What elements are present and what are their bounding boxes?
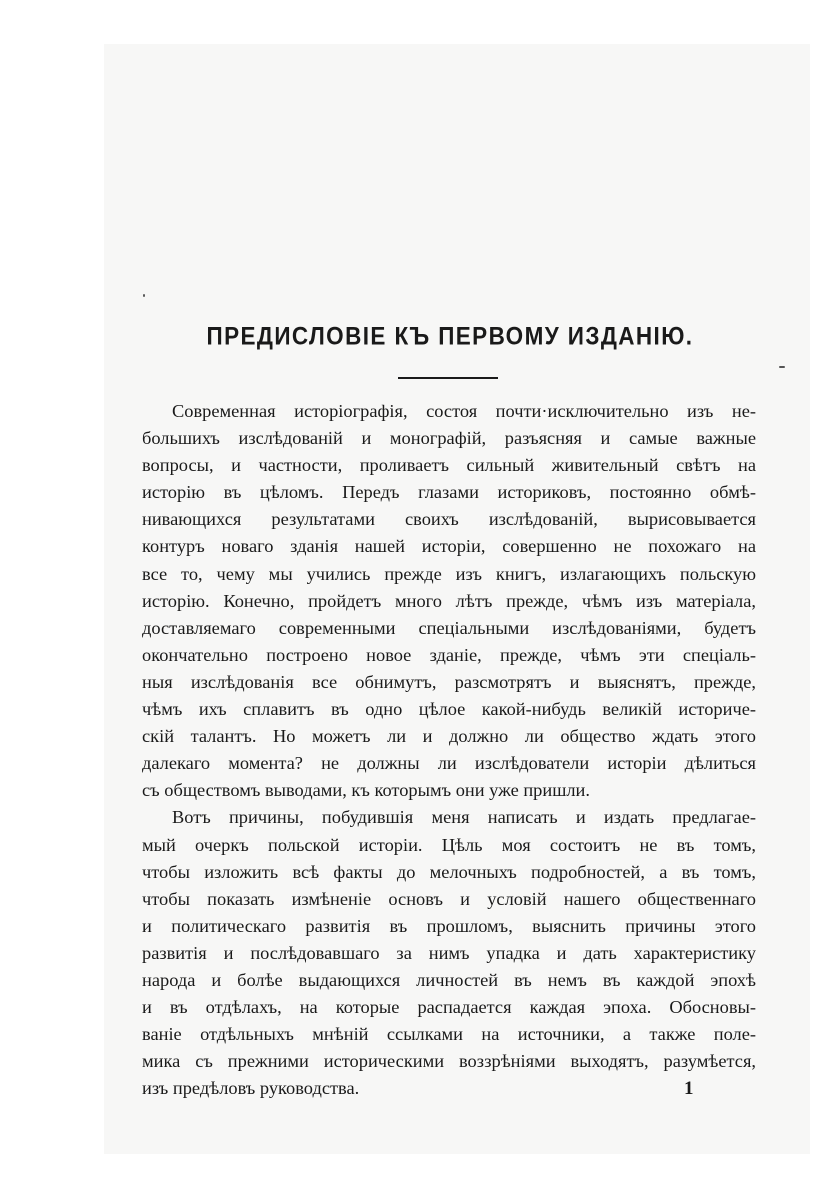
- page-number: 1: [684, 1078, 694, 1099]
- text-line: Современная исторіографія, состоя почти·исключительно изъ не-: [172, 401, 756, 421]
- text-line: чтобы изложить всѣ факты до мелочныхъ подробностей, а въ томъ,: [142, 861, 756, 882]
- text-line: мый очеркъ польской исторіи. Цѣль моя состоитъ не въ томъ,: [142, 834, 756, 855]
- text-line: нивающихся результатами своихъ изслѣдованій, вырисовывается: [142, 509, 756, 530]
- text-line: исторію. Конечно, пройдетъ много лѣтъ прежде, чѣмъ изъ матеріала,: [142, 590, 756, 611]
- heading-rule: [398, 377, 498, 379]
- text-line: скій талантъ. Но можетъ ли и должно ли общество ждать этого: [142, 726, 756, 747]
- text-line: изъ предѣловъ руководства.: [142, 1078, 360, 1099]
- text-line: все то, чему мы учились прежде изъ книгъ, излагающихъ польскую: [142, 563, 756, 584]
- scan-speck: [143, 294, 145, 297]
- text-line: народа и болѣе выдающихся личностей въ немъ въ каждой эпохѣ: [142, 969, 756, 990]
- text-line: контуръ новаго зданія нашей исторіи, совершенно не похожаго на: [142, 536, 756, 557]
- text-line: окончательно построено новое зданіе, прежде, чѣмъ эти спеціаль-: [142, 644, 756, 665]
- text-line: далекаго момента? не должны ли изслѣдователи исторіи дѣлиться: [142, 753, 756, 774]
- text-line: вопросы, и частности, проливаетъ сильный живительный свѣтъ на: [142, 455, 756, 476]
- text-line: и въ отдѣлахъ, на которые распадается каждая эпоха. Обосновы-: [142, 997, 756, 1018]
- text-line: развитія и послѣдовавшаго за нимъ упадка и дать характеристику: [142, 942, 756, 963]
- body-text: [142, 398, 756, 1102]
- text-line: доставляемаго современными спеціальными изслѣдованіями, будетъ: [142, 617, 756, 638]
- text-line: мика съ прежними историческими воззрѣніями выходятъ, разумѣется,: [142, 1051, 756, 1072]
- page-heading: ПРЕДИСЛОВІЕ КЪ ПЕРВОМУ ИЗДАНІЮ.: [206, 322, 694, 350]
- text-line: и политическаго развитія въ прошломъ, выяснить причины этого: [142, 915, 756, 936]
- text-line: большихъ изслѣдованій и монографій, разъясняя и самые важные: [142, 428, 756, 449]
- scan-speck: [779, 366, 785, 368]
- text-line: съ обществомъ выводами, къ которымъ они уже пришли.: [142, 780, 591, 801]
- text-line: исторію въ цѣломъ. Передъ глазами историковъ, постоянно обмѣ-: [142, 482, 756, 503]
- text-line: ваніе отдѣльныхъ мнѣній ссылками на источники, а также поле-: [142, 1024, 756, 1045]
- text-line: ныя изслѣдованія все обнимутъ, разсмотрятъ и выяснятъ, прежде,: [142, 671, 756, 692]
- text-line: Вотъ причины, побудившія меня написать и издать предлагае-: [172, 807, 756, 828]
- text-line: чѣмъ ихъ сплавитъ въ одно цѣлое какой-нибудь великій историче-: [142, 699, 756, 720]
- text-line: чтобы показать измѣненіе основъ и условій нашего общественнаго: [142, 888, 756, 909]
